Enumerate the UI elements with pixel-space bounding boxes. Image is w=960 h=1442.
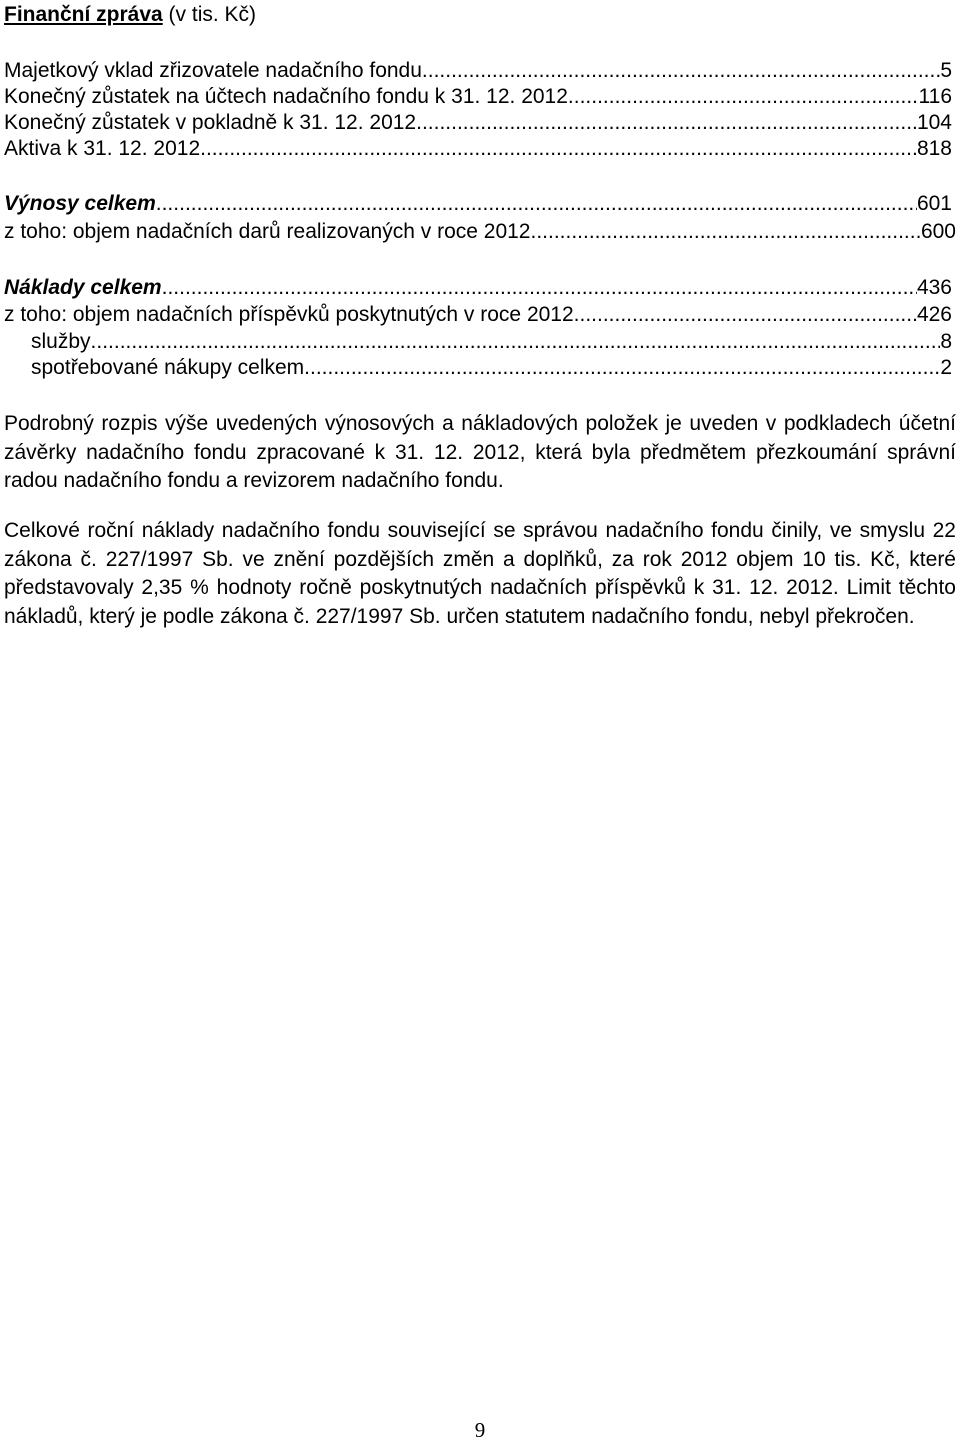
line-label: Výnosy celkem xyxy=(4,192,156,215)
line-value: 818 xyxy=(916,137,952,160)
cost-sub-line xyxy=(4,302,952,328)
dot-leader xyxy=(304,355,940,381)
line-label: Konečný zůstatek na účtech nadačního fondu k 31. 12. 2012 xyxy=(4,85,568,108)
line-value: 5 xyxy=(940,59,952,82)
dot-leader xyxy=(156,191,917,217)
line-label: z toho: objem nadačních příspěvků poskytnutých v roce 2012 xyxy=(4,303,574,326)
line-label: spotřebované nákupy celkem xyxy=(31,356,305,379)
report-line xyxy=(4,58,952,84)
section-heading xyxy=(4,2,256,28)
line-value: 8 xyxy=(940,330,952,353)
line-value: 600 xyxy=(920,220,956,243)
dot-leader xyxy=(422,58,940,84)
revenue-total-line xyxy=(4,191,952,217)
cost-item-line xyxy=(31,329,952,355)
line-value: 436 xyxy=(916,276,952,299)
report-line xyxy=(4,110,952,136)
paragraph: Podrobný rozpis výše uvedených výnosových a nákladových položek je uveden v podkladech účetní závěrky nadačního fondu zpracované k 31. 12. 2012, která byla předmětem přezkoumání správní radou nadačního fondu a revizorem nadačního fondu. xyxy=(4,412,956,492)
line-value: 2 xyxy=(940,356,952,379)
dot-leader xyxy=(574,302,917,328)
line-label: Aktiva k 31. 12. 2012 xyxy=(4,137,201,160)
dot-leader xyxy=(416,110,917,136)
line-label: Náklady celkem xyxy=(4,276,162,299)
page-number: 9 xyxy=(474,1418,486,1442)
line-value: 426 xyxy=(916,303,952,326)
line-value: 601 xyxy=(916,192,952,215)
line-value: 116 xyxy=(918,85,952,108)
report-line xyxy=(4,84,952,110)
dot-leader xyxy=(162,275,917,301)
line-label: Majetkový vklad zřizovatele nadačního fondu xyxy=(4,59,422,82)
section-title: Finanční zpráva xyxy=(4,3,163,26)
line-label: Konečný zůstatek v pokladně k 31. 12. 2012 xyxy=(4,111,417,134)
line-label: z toho: objem nadačních darů realizovaných v roce 2012 xyxy=(4,220,531,243)
section-unit: (v tis. Kč) xyxy=(162,3,257,26)
dot-leader xyxy=(200,136,917,162)
revenue-sub-line xyxy=(4,219,956,245)
dot-leader xyxy=(568,84,919,110)
dot-leader xyxy=(531,219,921,245)
report-line xyxy=(4,136,952,162)
line-label: služby xyxy=(31,330,91,353)
line-value: 104 xyxy=(916,111,952,134)
cost-item-line xyxy=(31,355,952,381)
dot-leader xyxy=(91,329,941,355)
cost-total-line xyxy=(4,275,952,301)
paragraph: Celkové roční náklady nadačního fondu související se správou nadačního fondu činily, ve smyslu 22 zákona č. 227/1997 Sb. ve znění pozdějších změn a doplňků, za rok 2012 objem 10 tis. Kč, které představovaly 2,35 % hodnoty ročně poskytnutých nadačních příspěvků k 31. 12. 2012. Limit těchto nákladů, který je podle zákona č. 227/1997 Sb. určen statutem nadačního fondu, nebyl překročen. xyxy=(4,519,956,628)
